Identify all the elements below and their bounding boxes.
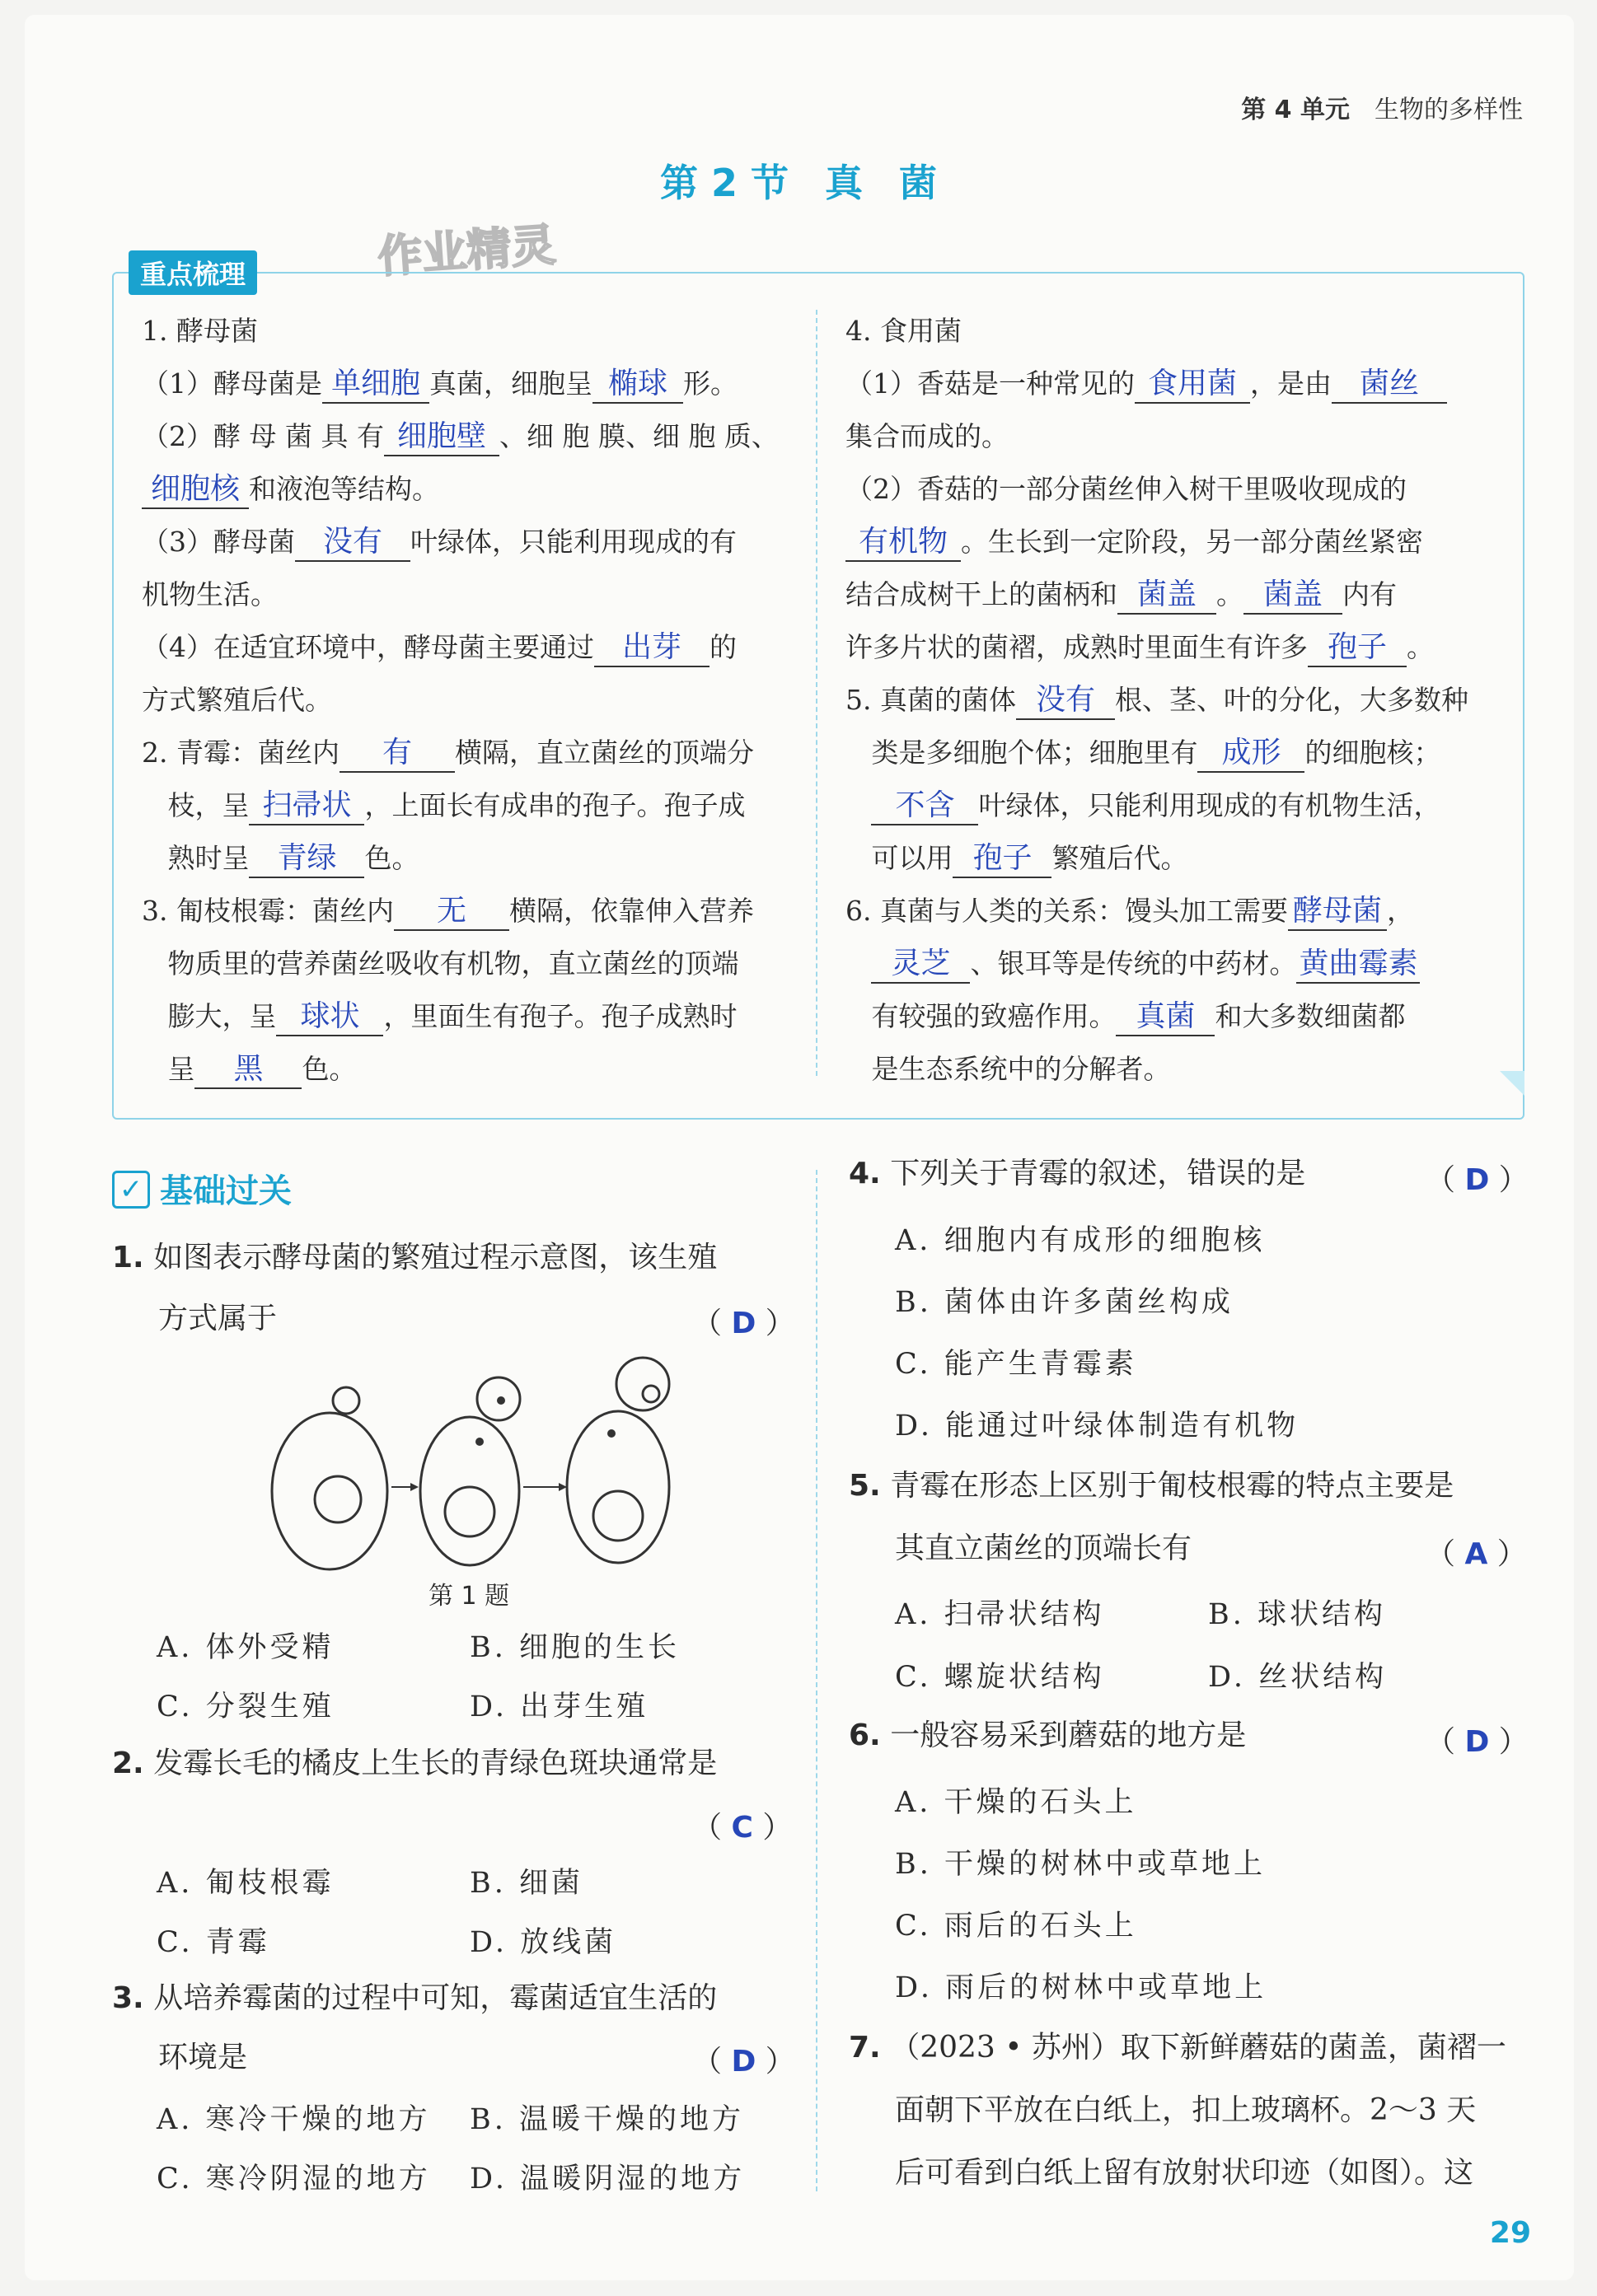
option-c[interactable]: C. 青霉 [157,1926,270,1959]
nucleus-1 [315,1476,361,1522]
answer-value: D [1464,1725,1490,1759]
answer-blank: 食用菌 [1135,366,1250,404]
review-item-4: 4. 食用菌 [845,315,962,347]
option-d[interactable]: D. 能通过叶绿体制造有机物 [895,1410,1300,1443]
answer-value: A [1464,1537,1488,1571]
question-3: 3. 从培养霉菌的过程中可知，霉菌适宜生活的 环境是 [112,1981,718,2074]
option-b[interactable]: B. 细菌 [470,1867,583,1900]
answer-blank: 无 [394,893,509,931]
review-left-column: 1. 酵母菌 （1）酵母菌是 单细胞 真菌，细胞呈 椭球 形。 （2）酵 母 菌 具 有 细胞壁 、细 胞 膜、细 胞 质、 细胞核 和液泡等结构。 （3）酵母菌 没有 叶绿体，只能利用现成的有 机物生活。 （4）在适宜环境中，酵母菌主要通过 出芽 的 方式繁殖后代。 2. 青霉：菌丝内 有 横隔，直立菌丝的顶端分 枝，呈 扫帚状 ，上面长有成串的孢子。孢子成 熟时呈 青绿 色。 3. 匍枝根霉：菌丝内 无 横隔，依靠伸入营养 物质里的营养菌丝吸收有机物，直立菌丝的顶端 膨大，呈 球状 ，里面生有孢子。孢子成熟时 呈 黑 色。 [142,305,801,1096]
unit-topic: 生物的多样性 [1375,96,1523,124]
question-6: 6. 一般容易采到蘑菇的地方是 [849,1718,1247,1752]
answer-blank: 没有 [295,524,410,562]
review-item-1: 1. 酵母菌 [142,315,258,347]
answer-blank: 扫帚状 [249,788,364,825]
answer-blank: 成形 [1197,735,1304,773]
answer-blank: 细胞壁 [384,419,499,456]
title-char-2: 菌 [899,161,938,205]
review-item-2: 2. 青霉：菌丝内 有 横隔，直立菌丝的顶端分 [142,727,801,779]
answer-blank: 不含 [871,788,978,825]
answer-blank: 黑 [194,1051,302,1089]
answer-blank: 青绿 [249,840,364,878]
answer-paren: （ C ） [692,1811,793,1845]
nucleus-2 [445,1487,494,1536]
practice-heading: ✓ 基础过关 [112,1165,292,1212]
option-b[interactable]: B. 温暖干燥的地方 [470,2103,744,2136]
review-item-3: 3. 匍枝根霉：菌丝内 无 横隔，依靠伸入营养 [142,885,801,938]
question-1: 1. 如图表示酵母菌的繁殖过程示意图，该生殖 方式属于 [112,1241,718,1335]
option-b[interactable]: B. 细胞的生长 [470,1631,680,1664]
answer-blank: 有 [340,735,455,773]
answer-blank: 菌盖 [1117,577,1216,615]
option-c[interactable]: C. 螺旋状结构 [895,1661,1105,1694]
option-d[interactable]: D. 放线菌 [470,1926,617,1959]
figure-caption: 第 1 题 [429,1582,510,1611]
option-a[interactable]: A. 寒冷干燥的地方 [157,2103,431,2136]
page-number: 29 [1489,2216,1531,2250]
option-a[interactable]: A. 细胞内有成形的细胞核 [895,1224,1266,1257]
option-c[interactable]: C. 能产生青霉素 [895,1348,1137,1381]
answer-paren: （ D ） [1426,1163,1529,1197]
box-column-divider [816,310,817,1076]
option-c[interactable]: C. 寒冷阴湿的地方 [157,2163,431,2195]
page-title [0,153,1597,208]
option-a[interactable]: A. 体外受精 [157,1631,335,1664]
answer-blank: 出芽 [594,629,710,667]
answer-blank: 灵芝 [871,946,970,984]
answer-value: D [731,1307,756,1340]
answer-blank: 真菌 [1116,998,1215,1036]
answer-value: D [1464,1163,1490,1197]
bud-3-nucleus [643,1386,659,1402]
bud-3 [616,1358,669,1410]
answer-blank: 单细胞 [322,366,429,404]
question-5: 5. 青霉在形态上区别于匍枝根霉的特点主要是 其直立菌丝的顶端长有 [849,1469,1454,1565]
answer-value: D [731,2045,756,2079]
answer-blank: 黄曲霉素 [1296,946,1420,984]
option-a[interactable]: A. 扫帚状结构 [895,1598,1105,1631]
option-b[interactable]: B. 干燥的树林中或草地上 [895,1848,1266,1881]
running-header [1241,89,1523,125]
answer-blank: 酵母菌 [1288,893,1387,931]
review-right-column: 4. 食用菌 （1）香菇是一种常见的 食用菌 ，是由 菌丝 集合而成的。 （2）香菇的一部分菌丝伸入树干里吸收现成的 有机物 。生长到一定阶段，另一部分菌丝紧密 结合成树干上的菌柄和 菌盖 。 菌盖 内有 许多片状的菌褶，成熟时里面生有许多 孢子 。 5. 真菌的菌体 没有 根、茎、叶的分化，大多数种 类是多细胞个体；细胞里有 成形 的细胞核； 不含 叶绿体，只能利用现成的有机物生活， 可以用 孢子 繁殖后代。 6. 真菌与人类的关系：馒头加工需要 酵母菌 ， 灵芝 、银耳等是传统的中药材。黄曲霉素 有较强的致癌作用。 真菌 和大多数细菌都 是生态系统中的分解者。 [845,305,1505,1096]
option-a[interactable]: A. 匍枝根霉 [157,1867,335,1900]
option-d[interactable]: D. 丝状结构 [1208,1661,1388,1694]
yeast-budding-diagram [255,1351,684,1582]
nucleus-3 [593,1491,643,1541]
answer-blank: 椭球 [592,366,683,404]
section-number: 第 2 节 [659,161,789,205]
question-7: 7. （2023 • 苏州）取下新鲜蘑菇的菌盖，菌褶一 面朝下平放在白纸上，扣上玻璃杯。2～3 天 后可看到白纸上留有放射状印迹（如图）。这 [849,2031,1506,2190]
option-c[interactable]: C. 雨后的石头上 [895,1910,1137,1943]
answer-blank: 细胞核 [142,471,249,509]
review-item-5: 5. 真菌的菌体 没有 根、茎、叶的分化，大多数种 [845,674,1505,727]
answer-blank: 有机物 [845,524,961,562]
option-d[interactable]: D. 雨后的树林中或草地上 [895,1971,1267,2004]
answer-paren: （ D ） [692,2045,795,2079]
yeast-cell-2 [420,1417,519,1565]
watermark: 作业精灵 [376,218,558,283]
answer-blank: 球状 [276,998,383,1036]
bud-1 [333,1387,359,1414]
yeast-cell-1 [272,1413,387,1569]
title-char-1: 真 [825,161,864,205]
option-d[interactable]: D. 出芽生殖 [470,1690,649,1723]
answer-paren: （ D ） [692,1307,795,1340]
question-4: 4. 下列关于青霉的叙述，错误的是 [849,1157,1306,1190]
check-box-icon: ✓ [112,1171,150,1209]
answer-blank: 孢子 [953,840,1051,878]
option-a[interactable]: A. 干燥的石头上 [895,1786,1137,1819]
answer-paren: （ A ） [1426,1537,1527,1571]
review-item-6: 6. 真菌与人类的关系：馒头加工需要 酵母菌 ， [845,885,1505,938]
column-divider [816,1170,817,2191]
answer-blank: 菌盖 [1243,577,1342,615]
answer-blank: 菌丝 [1332,366,1447,404]
option-b[interactable]: B. 球状结构 [1208,1598,1386,1631]
question-2: 2. 发霉长毛的橘皮上生长的青绿色斑块通常是 [112,1747,718,1780]
answer-paren: （ D ） [1426,1725,1529,1759]
option-c[interactable]: C. 分裂生殖 [157,1690,335,1723]
answer-blank: 没有 [1016,682,1115,720]
option-d[interactable]: D. 温暖阴湿的地方 [470,2163,746,2195]
unit-label: 第 4 单元 [1241,96,1350,124]
answer-blank: 孢子 [1308,629,1407,667]
option-b[interactable]: B. 菌体由许多菌丝构成 [895,1286,1234,1319]
key-points-tab: 重点梳理 [129,250,257,295]
answer-value: C [731,1811,753,1845]
